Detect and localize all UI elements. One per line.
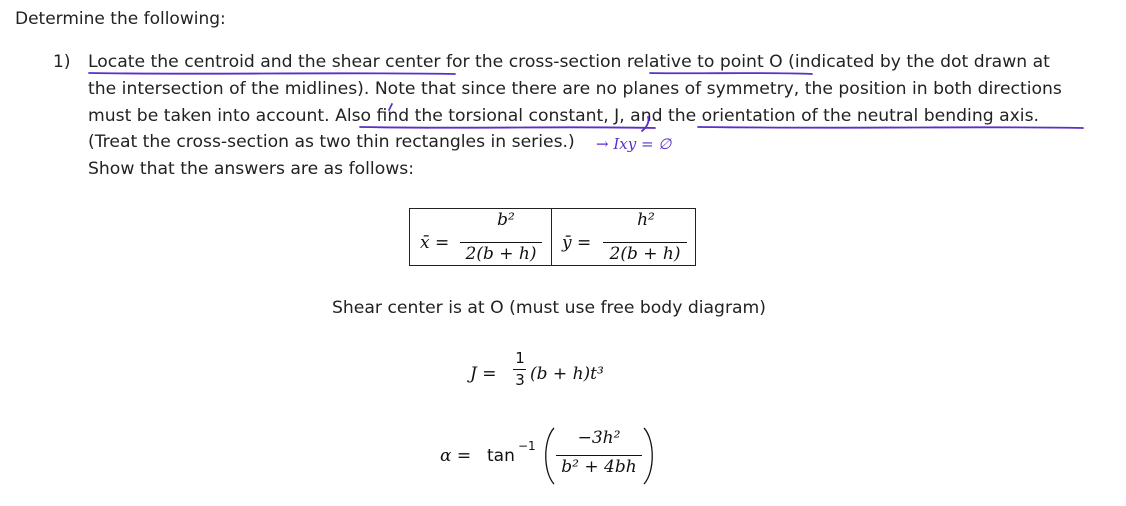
alpha-denominator: b² + 4bh [561, 457, 637, 477]
j-numerator: 1 [515, 349, 525, 367]
ybar-denominator: 2(b + h) [609, 244, 681, 264]
alpha-left-paren [546, 428, 554, 484]
alpha-func: tan [487, 446, 515, 466]
problem-line-1: Locate the centroid and the shear center for the cross-section relative to point O (indicated by the dot drawn at [88, 52, 1050, 72]
alpha-right-paren [644, 428, 652, 484]
j-denominator: 3 [515, 371, 525, 389]
problem-number: 1) [53, 52, 71, 72]
alpha-lhs: α = [440, 446, 472, 466]
handwritten-note: → Ixy = ∅ [596, 135, 672, 153]
heading: Determine the following: [15, 9, 226, 29]
ybar-numerator: h² [637, 210, 655, 230]
xbar-numerator: b² [497, 210, 515, 230]
alpha-superscript: −1 [518, 439, 536, 453]
alpha-numerator: −3h² [577, 428, 621, 448]
j-rest: (b + h)t³ [530, 364, 604, 384]
show-line: Show that the answers are as follows: [88, 159, 415, 179]
xbar-denominator: 2(b + h) [465, 244, 537, 264]
ybar-lhs: ȳ = [562, 233, 592, 253]
problem-line-4: (Treat the cross-section as two thin rectangles in series.) [88, 132, 575, 152]
j-lhs: J = [470, 364, 497, 384]
xbar-lhs: x̄ = [420, 233, 450, 253]
problem-line-2: the intersection of the midlines). Note that since there are no planes of symmetry, the position in both directions [88, 79, 1062, 99]
shear-center-statement: Shear center is at O (must use free body diagram) [332, 298, 767, 318]
alpha-fraction-bar [556, 455, 642, 456]
problem-line-3: must be taken into account. Also find the torsional constant, J, and the orientation of the neutral bending axis. [88, 106, 1039, 126]
